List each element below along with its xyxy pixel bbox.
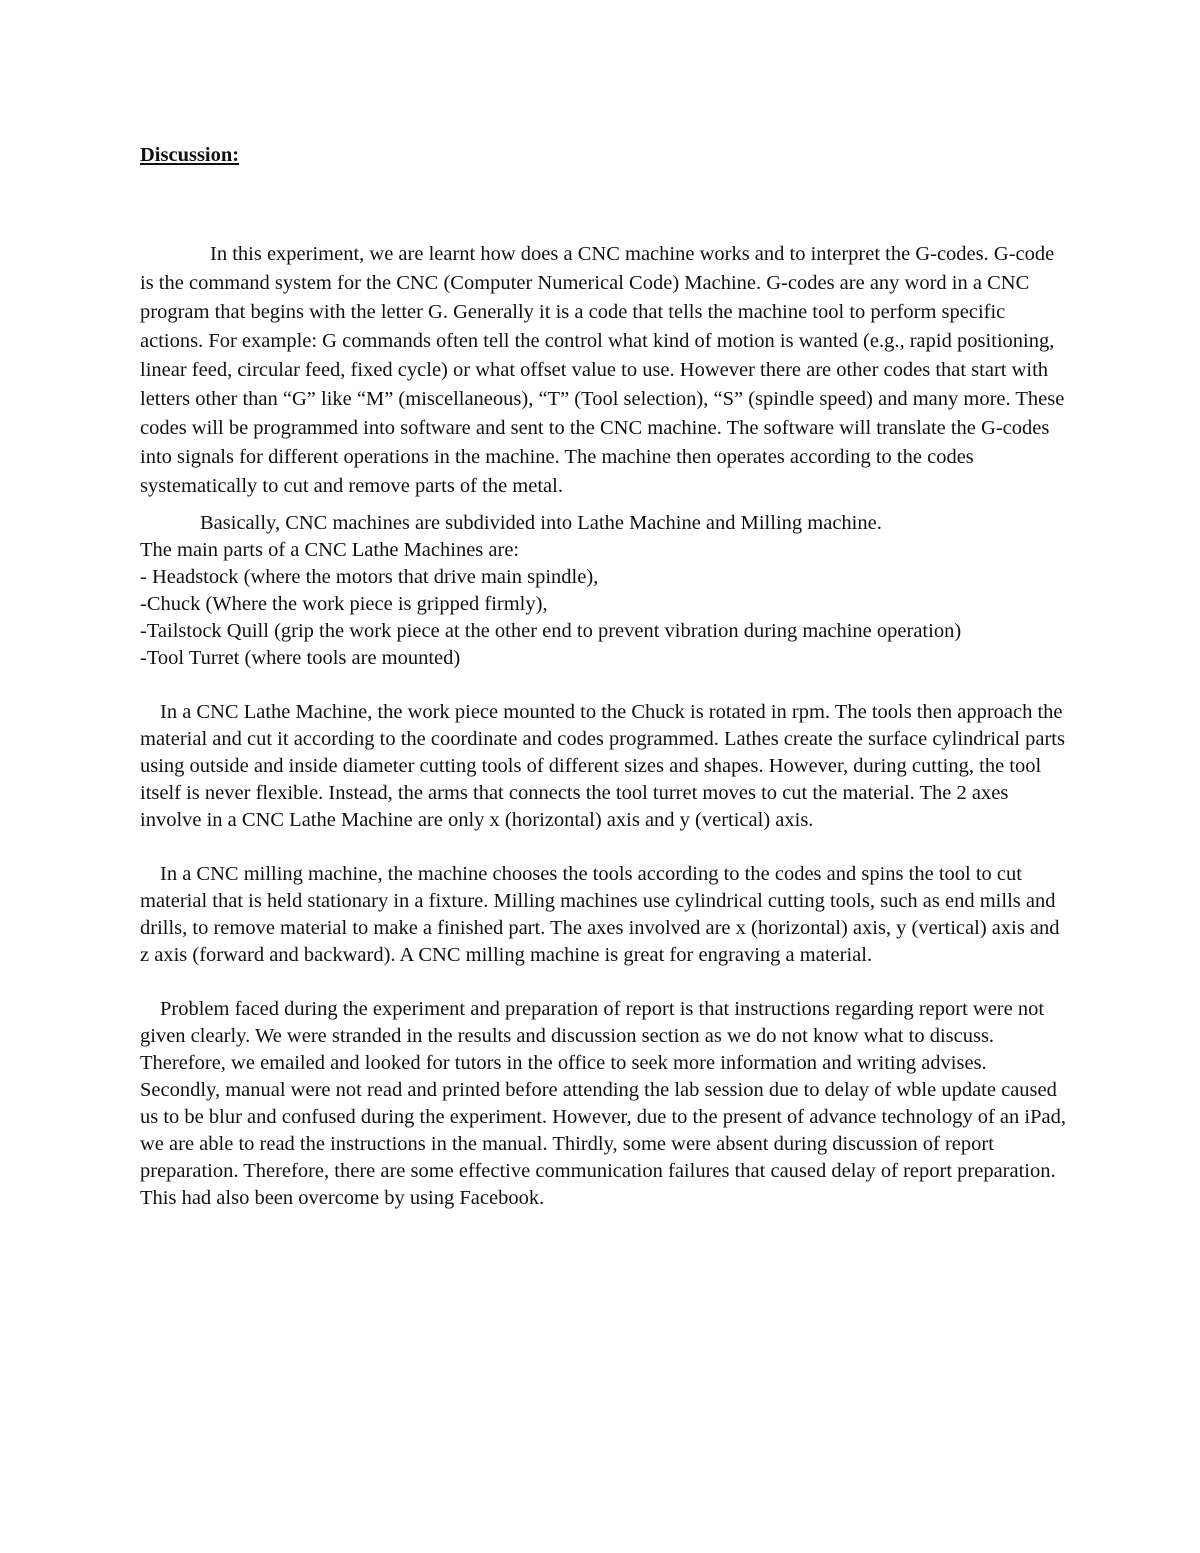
problem-paragraph: Problem faced during the experiment and preparation of report is that instructions regarding report were not given clearly. We were stranded in the results and discussion section as we do not know what to discuss. Therefore, we emailed and looked for tutors in the office to seek more information and writing advises. Secondly, manual were not read and printed before attending the lab session due to delay of wble update caused us to be blur and confused during the experiment. However, due to the present of advance technology of an iPad, we are able to read the instructions in the manual. Thirdly, some were absent during discussion of report preparation. Therefore, there are some effective communication failures that caused delay of report preparation. This had also been overcome by using Facebook.	[140, 998, 1066, 1209]
parts-intro: The main parts of a CNC Lathe Machines are:	[140, 539, 520, 561]
document-body	[140, 141, 1070, 1212]
list-item: -Tailstock Quill (grip the work piece at the other end to prevent vibration during machine operation)	[140, 620, 962, 642]
milling-paragraph: In a CNC milling machine, the machine chooses the tools according to the codes and spins the tool to cut material that is held stationary in a fixture. Milling machines use cylindrical cutting tools, such as end mills and drills, to remove material to make a finished part. The axes involved are x (horizontal) axis, y (vertical) axis and z axis (forward and backward). A CNC milling machine is great for engraving a material.	[140, 863, 1060, 966]
machine-types-paragraph: Basically, CNC machines are subdivided into Lathe Machine and Milling machine.	[200, 512, 882, 534]
list-item: -Tool Turret (where tools are mounted)	[140, 647, 461, 669]
lathe-paragraph: In a CNC Lathe Machine, the work piece mounted to the Chuck is rotated in rpm. The tools then approach the material and cut it according to the coordinate and codes programmed. Lathes create the surface cylindrical parts using outside and inside diameter cutting tools of different sizes and shapes. However, during cutting, the tool itself is never flexible. Instead, the arms that connects the tool turret moves to cut the material. The 2 axes involve in a CNC Lathe Machine are only x (horizontal) axis and y (vertical) axis.	[140, 701, 1065, 831]
section-heading: Discussion:	[140, 144, 240, 166]
intro-paragraph: In this experiment, we are learnt how does a CNC machine works and to interpret the G-codes. G-code is the command system for the CNC (Computer Numerical Code) Machine. G-codes are any word in a CNC program that begins with the letter G. Generally it is a code that tells the machine tool to perform specific actions. For example: G commands often tell the control what kind of motion is wanted (e.g., rapid positioning, linear feed, circular feed, fixed cycle) or what offset value to use. However there are other codes that start with letters other than “G” like “M” (miscellaneous), “T” (Tool selection), “S” (spindle speed) and many more. These codes will be programmed into software and sent to the CNC machine. The software will translate the G-codes into signals for different operations in the machine. The machine then operates according to the codes systematically to cut and remove parts of the metal.	[140, 243, 1065, 497]
list-item: -Chuck (Where the work piece is gripped firmly),	[140, 593, 548, 615]
lathe-parts-list	[140, 564, 1070, 672]
list-item: - Headstock (where the motors that drive main spindle),	[140, 566, 599, 588]
